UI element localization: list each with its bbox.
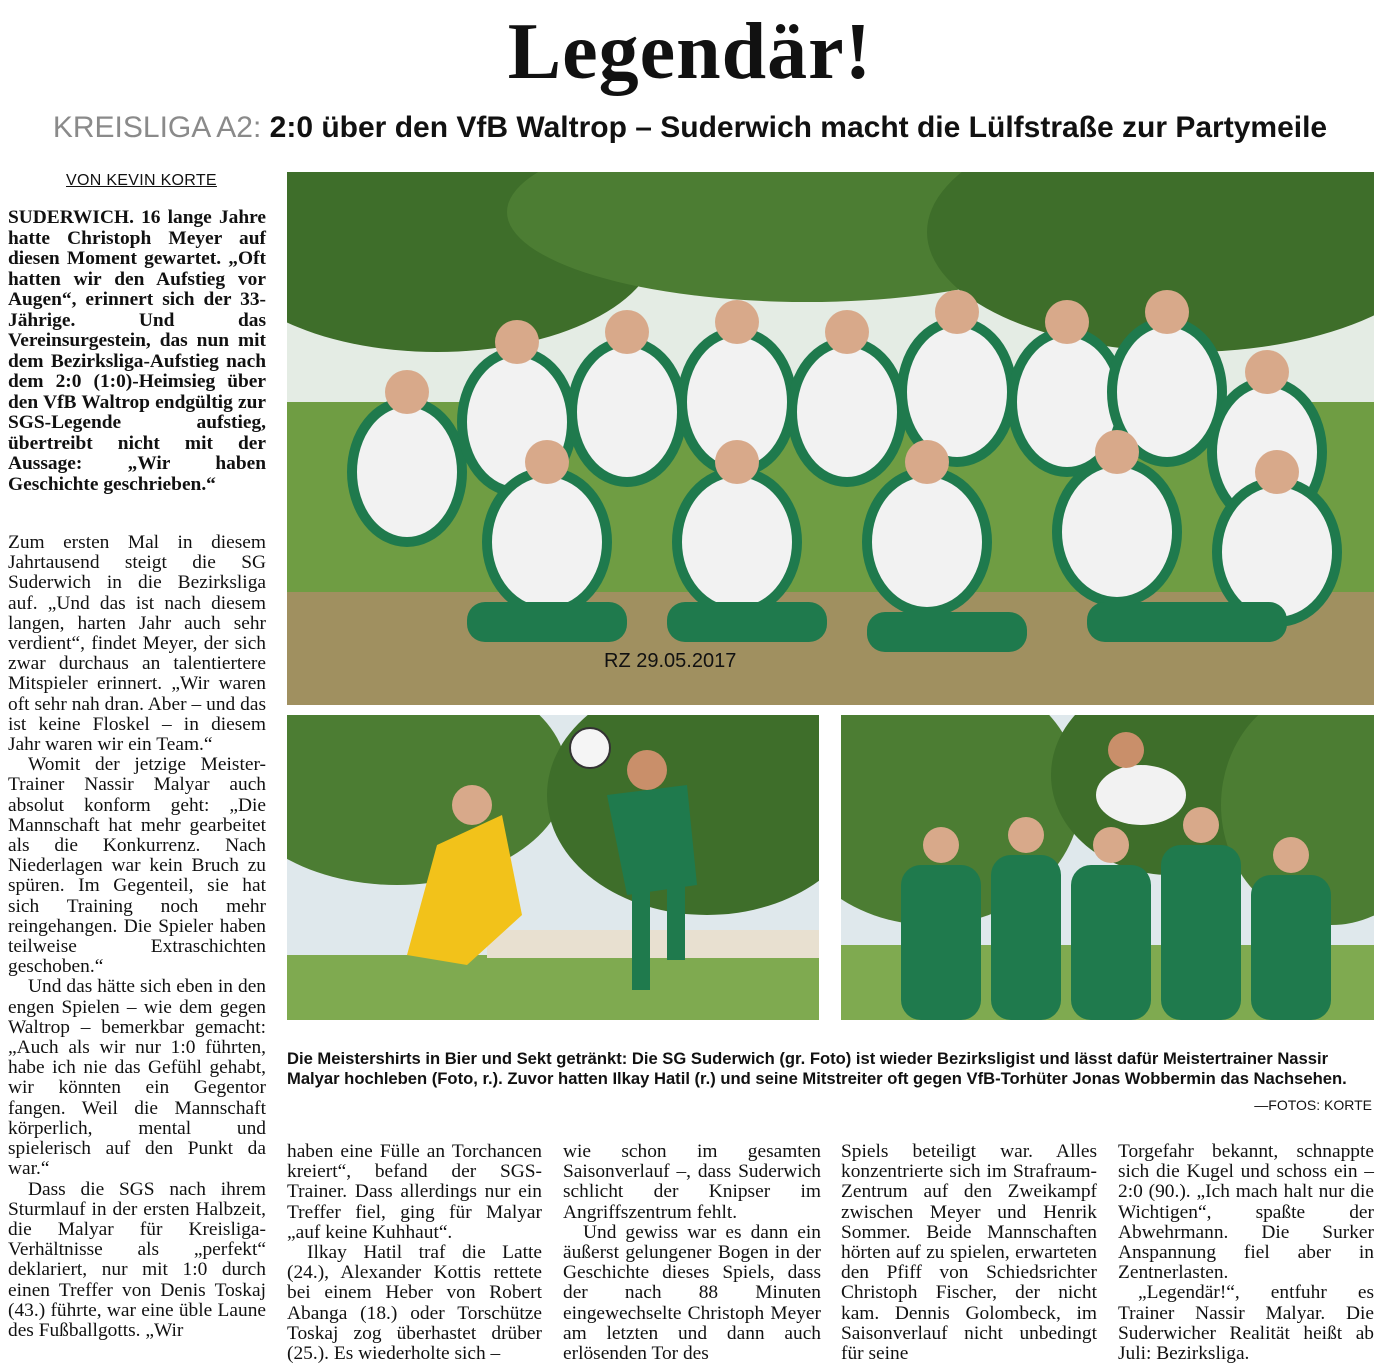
paragraph: Und das hätte sich eben in den engen Spielen – wie dem gegen Waltrop – bemerkbar gemacht: „Auch als wir nur 1:0 führten, habe ich nie das Gefühl gehabt, wir könnten ein Gegentor fangen. Weil die Mannschaft körperlich, mental und spielerisch auf den Punkt da war.“: [8, 976, 266, 1180]
paragraph: Zum ersten Mal in diesem Jahrtausend steigt die SG Suderwich in die Bezirksliga auf. „Und das ist nach diesem langen, harten Jahr auch sehr verdient“, findet Meyer, der sich zwar durchaus an talentiertere Mitspieler erinnert. „Wir waren oft sehr nah dran. Aber – und das ist keine Floskel – in diesem Jahr waren wir ein Team.“: [8, 532, 266, 756]
headline: Legendär!: [507, 8, 873, 96]
photo-caption: Die Meistershirts in Bier und Sekt getränkt: Die SG Suderwich (gr. Foto) ist wieder Bezirksligist und lässt dafür Meistertrainer Nassir Malyar hochleben (Foto, r.). Zuvor hatten Ilkay Hatil (r.) und seine Mitstreiter oft gegen VfB-Torhüter Jonas Wobbermin das Nachsehen.: [287, 1049, 1347, 1088]
main-team-photo: [287, 172, 1374, 705]
paragraph: Ilkay Hatil traf die Latte (24.), Alexander Kottis rettete bei einem Heber von Robert Abanga (18.) oder Torschütze Toskaj zog überhastet drüber (25.). Es wiederholte sich –: [287, 1242, 542, 1364]
coach-celebration-photo: [841, 715, 1374, 1020]
lead-dateline: SUDERWICH.: [8, 207, 134, 228]
subheadline-kicker: KREISLIGA A2:: [52, 111, 262, 144]
lead-text: 16 lange Jahre hatte Christoph Meyer auf diesen Moment gewartet. „Oft hatten wir den Aufstieg vor Augen“, erinnert sich der 33-Jährige. Und das Vereinsurgestein, das nun mit dem Bezirksliga-Aufstieg nach dem 2:0 (1:0)-Heimsieg über den VfB Waltrop endgültig zur SGS-Legende aufstieg, übertreibt nicht mit der Aussage: „Wir haben Geschichte geschrieben.“: [8, 207, 266, 495]
paragraph: wie schon im gesamten Saisonverlauf –, dass Suderwich schlicht der Knipser im Angriffszentrum fehlt.: [563, 1141, 821, 1223]
photo-credit: —FOTOS: KORTE: [1254, 1097, 1372, 1113]
paragraph: haben eine Fülle an Torchancen kreiert“, befand der SGS-Trainer. Dass allerdings nur ein Treffer fiel, ging für Malyar „auf keine Kuhhaut“.: [287, 1141, 542, 1243]
match-action-photo: [287, 715, 819, 1020]
paragraph: „Legendär!“, entfuhr es Trainer Nassir Malyar. Die Suderwicher Realität heißt ab Juli: Bezirksliga.: [1118, 1282, 1374, 1364]
byline: VON KEVIN KORTE: [66, 172, 217, 189]
article-column-5: [1118, 1142, 1374, 1364]
team-celebration-image: [287, 172, 1374, 705]
lead-paragraph: [8, 208, 266, 495]
photo-date-stamp: RZ 29.05.2017: [604, 650, 737, 672]
subheadline: [0, 108, 1380, 148]
paragraph: Dass die SGS nach ihrem Sturmlauf in der ersten Halbzeit, die Malyar für Kreisliga-Verhältnisse als „perfekt“ deklariert, nur mit 1:0 durch einen Treffer von Denis Toskaj (43.) führte, war eine üble Laune des Fußballgotts. „Wir: [8, 1178, 266, 1341]
match-action-image: [287, 715, 819, 1020]
article-column-1: [8, 533, 266, 1341]
paragraph: Womit der jetzige Meister-Trainer Nassir Malyar auch absolut konform geht: „Die Mannschaft hat mehr gearbeitet als die Konkurrenz. Nach Niederlagen war kein Bruch zu spüren. Im Gegenteil, sie hat sich Training noch mehr reingehangen. Die Spieler haben teilweise Extraschichten geschoben.“: [8, 754, 266, 978]
paragraph: Torgefahr bekannt, schnappte sich die Kugel und schoss ein – 2:0 (90.). „Ich mach halt nur die Wichtigen“, spaßte der Abwehrmann. Die Surker Anspannung fiel aber in Zentnerlasten.: [1118, 1141, 1374, 1284]
coach-lifted-image: [841, 715, 1374, 1020]
article-column-3: [563, 1142, 821, 1364]
article-column-2: [287, 1142, 542, 1364]
paragraph: Und gewiss war es dann ein äußerst gelungener Bogen in der Geschichte dieses Spiels, dass der nach 88 Minuten eingewechselte Christoph Meyer am letzten und dann auch erlösenden Tor des: [563, 1221, 821, 1364]
paragraph: Spiels beteiligt war. Alles konzentrierte sich im Strafraum-Zentrum auf den Zweikampf zwischen Meyer und Henrik Sommer. Beide Mannschaften hörten auf zu spielen, erwarteten den Pfiff von Schiedsrichter Christoph Fischer, der nicht kam. Dennis Golombeck, im Saisonverlauf nicht unbedingt für seine: [841, 1141, 1097, 1364]
subheadline-text: 2:0 über den VfB Waltrop – Suderwich macht die Lülfstraße zur Partymeile: [269, 111, 1328, 144]
article-column-4: [841, 1142, 1097, 1364]
